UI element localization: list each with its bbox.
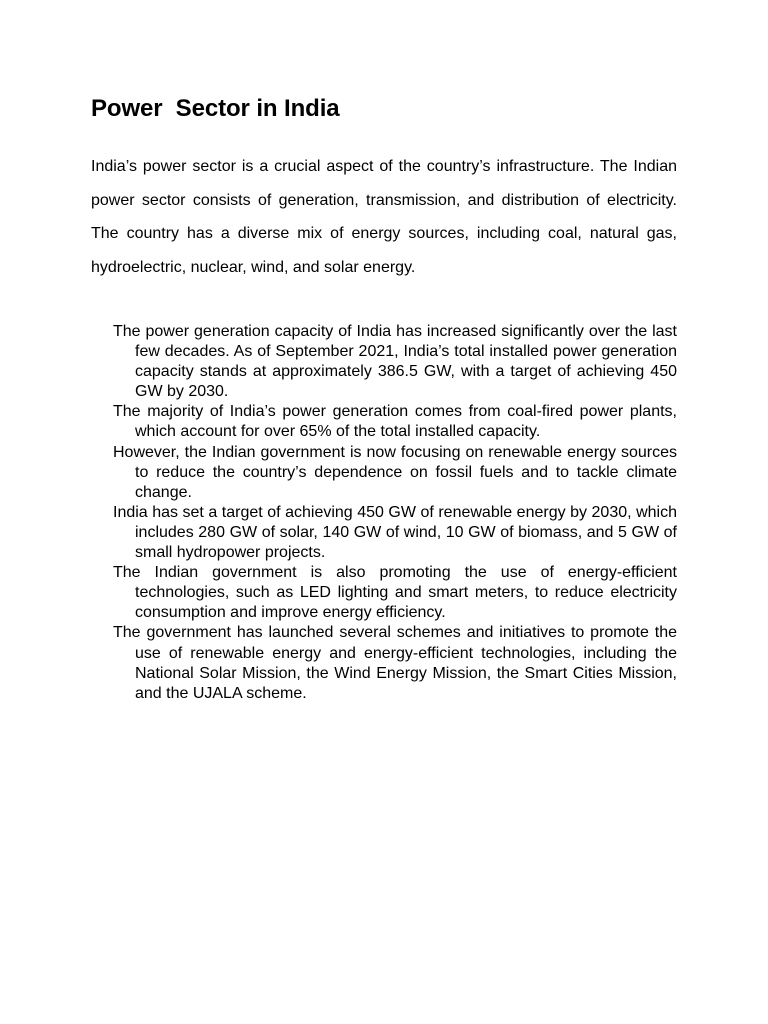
key-point-renewable-target: India has set a target of achieving 450 GW of renewable energy by 2030, which includes 280 GW of solar, 140 GW of wind, 10 GW of biomass, and 5 GW of small hydropower projects. bbox=[113, 503, 677, 562]
key-point-renewable-focus: However, the Indian government is now focusing on renewable energy sources to reduce the country’s dependence on fossil fuels and to tackle climate change. bbox=[113, 443, 677, 501]
intro-paragraph: India’s power sector is a crucial aspect of the country’s infrastructure. The Indian power sector consists of generation, transmission, and distribution of electricity. The country has a diverse mix of energy sources, including coal, natural gas, hydroelectric, nuclear, wind, and solar energy. bbox=[91, 158, 677, 276]
key-point-installed-capacity: The power generation capacity of India has increased significantly over the last few decades. As of September 2021, India’s total installed power generation capacity stands at approximately 386.5 GW, with a target of achieving 450 GW by 2030. bbox=[113, 323, 677, 401]
key-point-coal-share: The majority of India’s power generation comes from coal-fired power plants, which account for over 65% of the total installed capacity. bbox=[113, 403, 677, 441]
document-title: Power Sector in India bbox=[91, 95, 340, 122]
key-point-government-schemes: The government has launched several schemes and initiatives to promote the use of renewable energy and energy-efficient technologies, including the National Solar Mission, the Wind Energy Mission, the Smart Cities Mission, and the UJALA scheme. bbox=[113, 624, 677, 702]
key-points-list bbox=[113, 322, 677, 704]
key-point-energy-efficiency: The Indian government is also promoting the use of energy-efficient technologies, such as LED lighting and smart meters, to reduce electricity consumption and improve energy efficiency. bbox=[113, 564, 677, 622]
